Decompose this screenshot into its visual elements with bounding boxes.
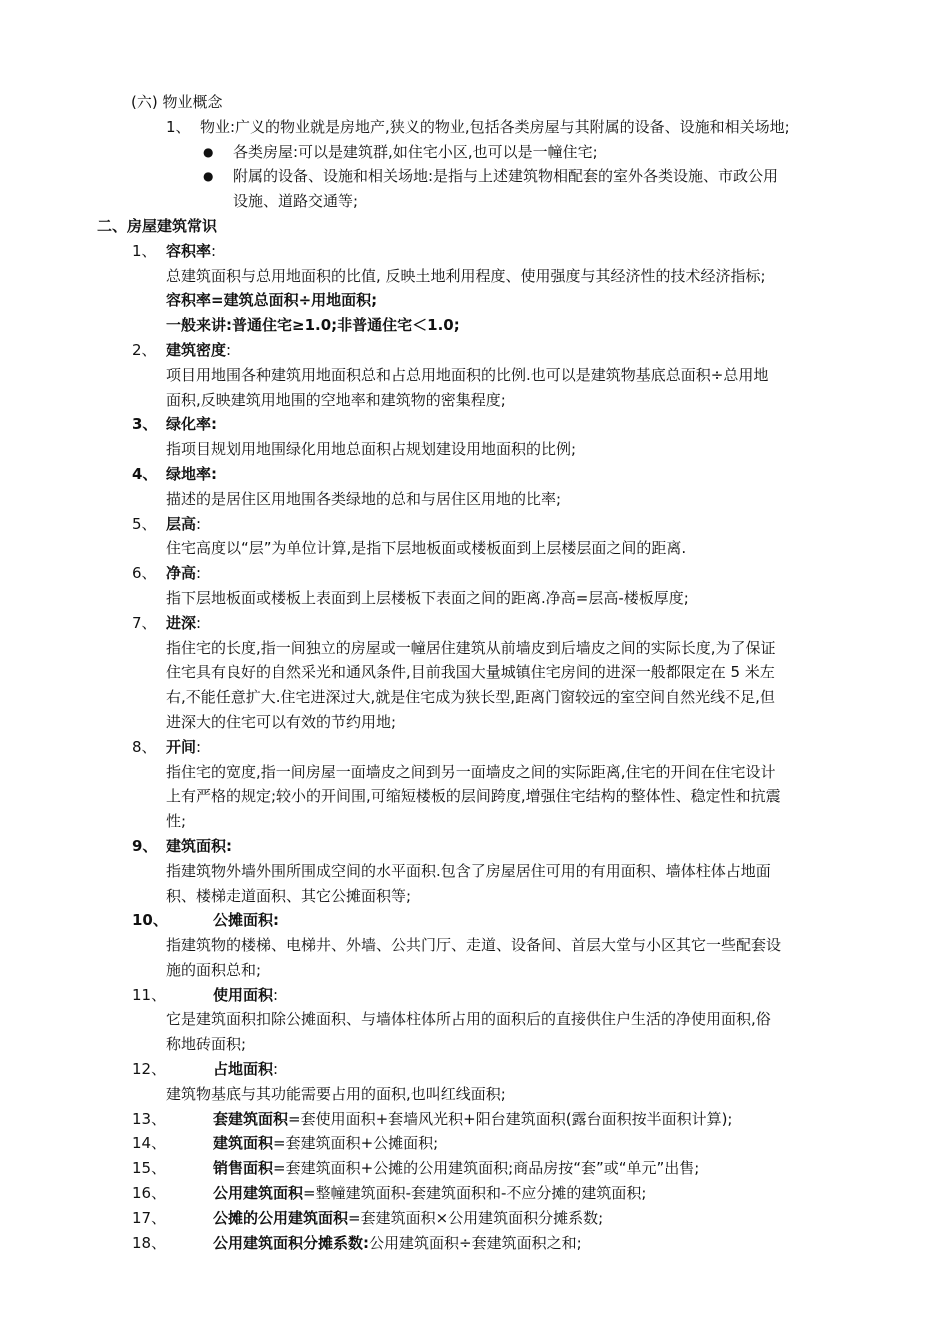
definition-item	[0, 239, 950, 264]
definition-text: 积、楼梯走道面积、其它公摊面积等;	[166, 886, 412, 905]
item-definition-inline: =套建筑面积×公用建筑面积分摊系数;	[348, 1208, 604, 1227]
definition-text: 施的面积总和;	[166, 960, 262, 979]
item-definition-inline: 公用建筑面积÷套建筑面积之和;	[369, 1233, 582, 1252]
definition-text: 总建筑面积与总用地面积的比值, 反映土地利用程度、使用强度与其经济性的技术经济指标;	[166, 266, 766, 285]
item-label	[213, 1057, 278, 1082]
item-term: 使用面积	[213, 985, 274, 1004]
item-number: 6、	[132, 564, 157, 583]
definition-text: 住宅高度以“层”为单位计算,是指下层地板面或楼板面到上层楼层面之间的距离.	[166, 539, 687, 558]
item-term: 公摊的公用建筑面积	[213, 1208, 349, 1227]
item-term: 公摊面积:	[213, 911, 279, 930]
item-number: 1、	[132, 241, 157, 260]
item-definition-inline: :	[196, 564, 202, 583]
definition-item	[0, 1131, 950, 1156]
bullet-item	[0, 164, 950, 189]
definition-list	[0, 239, 950, 1256]
item-definition-inline: =套建筑面积+公摊的公用建筑面积;商品房按“套”或“单元”出售;	[273, 1159, 700, 1178]
definition-item	[0, 1206, 950, 1231]
definition-text: 住宅具有良好的自然采光和通风条件,目前我国大量城镇住宅房间的进深一般都限定在 5 米左	[166, 663, 775, 682]
definition-text: 面积,反映建筑用地围的空地率和建筑物的密集程度;	[166, 390, 506, 409]
document-page	[0, 90, 950, 1255]
item-label	[213, 1131, 438, 1156]
definition-item	[0, 462, 950, 487]
definition-text: 指下层地板面或楼板上表面到上层楼板下表面之间的距离.净高=层高-楼板厚度;	[166, 588, 689, 607]
definition-text: 指项目规划用地围绿化用地总面积占规划建设用地面积的比例;	[166, 440, 577, 459]
definition-item	[0, 1057, 950, 1082]
item-text: 物业:广义的物业就是房地产,狭义的物业,包括各类房屋与其附属的设备、设施和相关场地;	[200, 117, 790, 136]
bullet-text: 设施、道路交通等;	[233, 192, 359, 211]
formula-text: 一般来讲:普通住宅≥1.0;非普通住宅＜1.0;	[166, 316, 460, 335]
item-term: 占地面积	[213, 1060, 274, 1079]
definition-text: 右,不能任意扩大.住宅进深过大,就是住宅成为狭长型,距离门窗较远的室空间自然光线不足,但	[166, 688, 775, 707]
item-definition-inline: :	[226, 340, 232, 359]
bullet-dot-icon: ●	[203, 169, 214, 184]
definition-text: 上有严格的规定;较小的开间围,可缩短楼板的层间跨度,增强住宅结构的整体性、稳定性和抗震	[166, 787, 781, 806]
definition-item	[0, 1181, 950, 1206]
definition-item	[0, 735, 950, 760]
item-number: 9、	[132, 836, 158, 855]
item-label	[166, 462, 217, 487]
item-term: 建筑密度	[166, 340, 227, 359]
definition-text: 建筑物基底与其功能需要占用的面积,也叫红线面积;	[166, 1084, 506, 1103]
item-label	[166, 239, 216, 264]
item-number: 15、	[132, 1159, 167, 1178]
item-term: 绿地率:	[166, 464, 217, 483]
item-number: 14、	[132, 1134, 167, 1153]
item-definition-inline: =套建筑面积+公摊面积;	[273, 1134, 439, 1153]
item-label	[213, 1107, 732, 1132]
definition-item	[0, 412, 950, 437]
item-label	[213, 983, 278, 1008]
definition-item	[0, 512, 950, 537]
item-label	[213, 1156, 699, 1181]
bullet-text: 各类房屋:可以是建筑群,如住宅小区,也可以是一幢住宅;	[233, 142, 598, 161]
item-definition-inline: :	[273, 985, 279, 1004]
bullet-item	[0, 140, 950, 165]
item-number: 10、	[132, 911, 168, 930]
item-number: 12、	[132, 1060, 167, 1079]
item-term: 公用建筑面积	[213, 1184, 304, 1203]
definition-text: 称地砖面积;	[166, 1035, 247, 1054]
definition-item	[0, 561, 950, 586]
definition-item	[0, 1107, 950, 1132]
definition-text: 性;	[166, 812, 187, 831]
item-number: 1、	[166, 117, 191, 136]
item-number: 17、	[132, 1208, 167, 1227]
item-definition-inline: :	[196, 514, 202, 533]
item-number: 13、	[132, 1109, 167, 1128]
section6-heading: (六) 物业概念	[131, 93, 223, 111]
definition-item	[0, 908, 950, 933]
item-definition-inline: :	[196, 613, 202, 632]
item-label	[166, 512, 201, 537]
item-definition-inline: :	[273, 1060, 279, 1079]
section2-heading: 二、房屋建筑常识	[97, 216, 218, 235]
definition-item	[0, 338, 950, 363]
item-term: 开间	[166, 737, 197, 756]
item-number: 11、	[132, 985, 167, 1004]
definition-item	[0, 1156, 950, 1181]
item-definition-inline: :	[196, 737, 202, 756]
item-number: 18、	[132, 1233, 167, 1252]
formula-text: 容积率=建筑总面积÷用地面积;	[166, 291, 378, 310]
definition-text: 它是建筑面积扣除公摊面积、与墙体柱体所占用的面积后的直接供住户生活的净使用面积,俗	[166, 1010, 771, 1029]
item-label	[166, 561, 201, 586]
definition-text: 指住宅的长度,指一间独立的房屋或一幢居住建筑从前墙皮到后墙皮之间的实际长度,为了保证	[166, 638, 776, 657]
item-definition-inline: :	[211, 241, 217, 260]
bullet-dot-icon: ●	[203, 144, 214, 159]
item-number: 8、	[132, 737, 157, 756]
item-label	[166, 611, 201, 636]
definition-text: 指住宅的宽度,指一间房屋一面墙皮之间到另一面墙皮之间的实际距离,住宅的开间在住宅设计	[166, 762, 776, 781]
item-label	[213, 908, 279, 933]
section6-item1	[0, 115, 950, 140]
item-definition-inline: =套使用面积+套墙风光积+阳台建筑面积(露台面积按半面积计算);	[288, 1109, 733, 1128]
bullet-text: 附属的设备、设施和相关场地:是指与上述建筑物相配套的室外各类设施、市政公用	[233, 167, 779, 186]
item-term: 绿化率:	[166, 415, 217, 434]
item-label	[213, 1181, 646, 1206]
definition-item	[0, 1231, 950, 1256]
definition-text: 项目用地围各种建筑用地面积总和占总用地面积的比例.也可以是建筑物基底总面积÷总用地	[166, 365, 769, 384]
definition-text: 描述的是居住区用地围各类绿地的总和与居住区用地的比率;	[166, 489, 562, 508]
item-term: 进深	[166, 613, 197, 632]
definition-text: 指建筑物的楼梯、电梯井、外墙、公共门厅、走道、设备间、首层大堂与小区其它一些配套设	[166, 936, 782, 955]
bullet-continuation	[0, 189, 950, 214]
item-term: 销售面积	[213, 1159, 274, 1178]
definition-item	[0, 611, 950, 636]
item-number: 16、	[132, 1184, 167, 1203]
item-number: 5、	[132, 514, 157, 533]
item-term: 容积率	[166, 241, 212, 260]
item-number: 2、	[132, 340, 157, 359]
item-term: 层高	[166, 514, 197, 533]
item-label	[166, 338, 231, 363]
item-label	[213, 1206, 603, 1231]
item-number: 7、	[132, 613, 157, 632]
item-number: 3、	[132, 415, 158, 434]
definition-item	[0, 834, 950, 859]
item-term: 套建筑面积	[213, 1109, 289, 1128]
item-label	[213, 1231, 582, 1256]
item-label	[166, 412, 217, 437]
item-number: 4、	[132, 464, 158, 483]
item-label	[166, 735, 201, 760]
item-label	[166, 834, 232, 859]
item-term: 净高	[166, 564, 197, 583]
item-definition-inline: =整幢建筑面积-套建筑面积和-不应分摊的建筑面积;	[303, 1184, 647, 1203]
item-term: 公用建筑面积分摊系数:	[213, 1233, 369, 1252]
definition-item	[0, 983, 950, 1008]
item-term: 建筑面积	[213, 1134, 274, 1153]
definition-text: 指建筑物外墙外围所围成空间的水平面积.包含了房屋居住可用的有用面积、墙体柱体占地面	[166, 861, 771, 880]
item-term: 建筑面积:	[166, 836, 232, 855]
definition-text: 进深大的住宅可以有效的节约用地;	[166, 712, 397, 731]
